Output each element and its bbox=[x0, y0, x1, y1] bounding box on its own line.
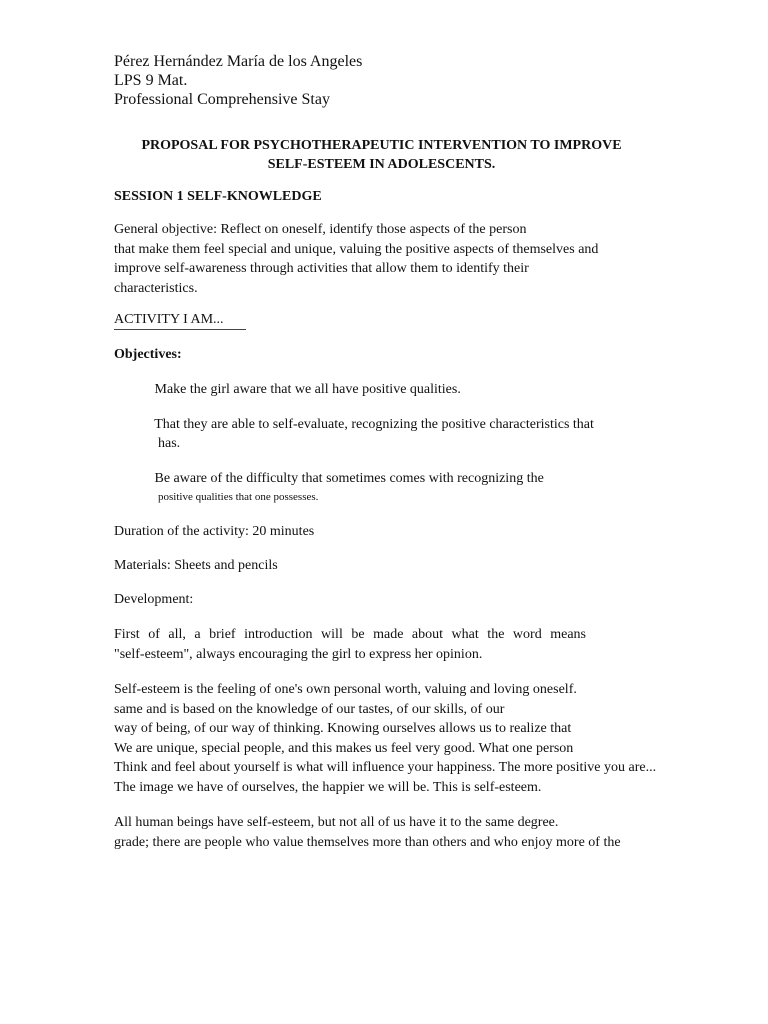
paragraph-line: The image we have of ourselves, the happier we will be. This is self-esteem. bbox=[114, 779, 542, 795]
self-esteem-paragraph bbox=[114, 680, 674, 797]
paragraph-line: We are unique, special people, and this makes us feel very good. What one person bbox=[114, 740, 574, 756]
paragraph-line: improve self-awareness through activities that allow them to identify their bbox=[114, 261, 529, 276]
title-line: SELF-ESTEEM IN ADOLESCENTS. bbox=[267, 157, 496, 172]
objective-item bbox=[138, 415, 646, 453]
materials-text: Materials: Sheets and pencils bbox=[114, 558, 278, 573]
paragraph-line: First of all, a brief introduction will be made about what the word means bbox=[114, 627, 586, 642]
objective-item bbox=[138, 380, 646, 399]
session-heading: SESSION 1 SELF-KNOWLEDGE bbox=[114, 189, 322, 204]
paragraph-line: same and is based on the knowledge of our tastes, of our skills, of our bbox=[114, 701, 505, 717]
document-title bbox=[114, 136, 649, 174]
objective-text-continued: has. bbox=[158, 436, 181, 451]
paragraph-line: General objective: Reflect on oneself, identify those aspects of the person bbox=[114, 222, 527, 237]
paragraph-line: that make them feel special and unique, valuing the positive aspects of themselves and bbox=[114, 241, 599, 257]
objective-text: That they are able to self-evaluate, recognizing the positive characteristics that bbox=[154, 417, 594, 432]
paragraph-line: way of being, of our way of thinking. Knowing ourselves allows us to realize that bbox=[114, 721, 572, 736]
stay-name: Professional Comprehensive Stay bbox=[114, 91, 330, 108]
objective-text: Be aware of the difficulty that sometimes comes with recognizing the bbox=[154, 471, 544, 486]
paragraph-line: All human beings have self-esteem, but not all of us have it to the same degree. bbox=[114, 815, 559, 830]
activity-heading: ACTIVITY I AM... bbox=[114, 311, 246, 330]
title-line: PROPOSAL FOR PSYCHOTHERAPEUTIC INTERVENTION TO IMPROVE bbox=[141, 138, 622, 153]
header-block bbox=[114, 52, 674, 109]
document-page bbox=[114, 52, 674, 852]
duration-text: Duration of the activity: 20 minutes bbox=[114, 524, 315, 539]
general-objective bbox=[114, 220, 674, 298]
objective-item bbox=[138, 469, 646, 507]
paragraph-line: Think and feel about yourself is what will influence your happiness. The more positive you are... bbox=[114, 760, 657, 775]
paragraph-line: "self-esteem", always encouraging the girl to express her opinion. bbox=[114, 646, 483, 662]
program-name: LPS 9 Mat. bbox=[114, 72, 188, 89]
all-humans-paragraph bbox=[114, 813, 674, 852]
objectives-label: Objectives: bbox=[114, 347, 182, 362]
objective-text: Make the girl aware that we all have positive qualities. bbox=[154, 382, 461, 397]
paragraph-line: Self-esteem is the feeling of one's own personal worth, valuing and loving oneself. bbox=[114, 682, 577, 697]
author-name: Pérez Hernández María de los Angeles bbox=[114, 53, 363, 70]
development-label: Development: bbox=[114, 592, 194, 607]
paragraph-line: grade; there are people who value themselves more than others and who enjoy more of the bbox=[114, 834, 621, 850]
objective-text-continued: positive qualities that one possesses. bbox=[158, 491, 319, 503]
intro-paragraph bbox=[114, 625, 674, 664]
paragraph-line: characteristics. bbox=[114, 280, 198, 296]
